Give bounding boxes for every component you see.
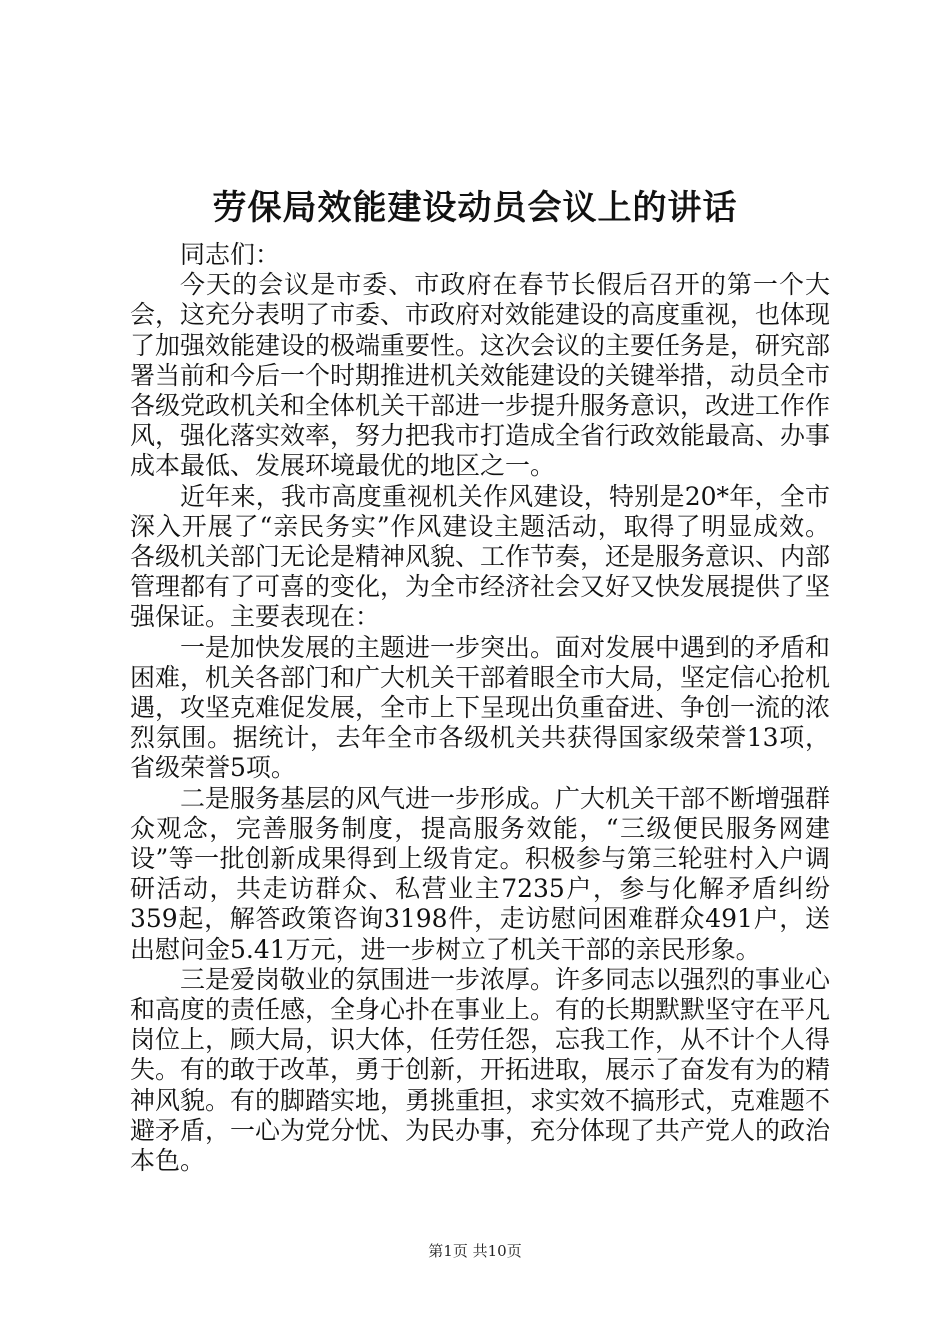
page-footer — [0, 1240, 950, 1262]
page-number: 第1页 — [428, 1242, 468, 1260]
paragraph: 今天的会议是市委、市政府在春节长假后召开的第一个大会，这充分表明了市委、市政府对效能建设的高度重视，也体现了加强效能建设的极端重要性。这次会议的主要任务是，研究部署当前和今后一个时期推进机关效能建设的关键举措，动员全市各级党政机关和全体机关干部进一步提升服务意识，改进工作作风，强化落实效率，努力把我市打造成全省行政效能最高、办事成本最低、发展环境最优的地区之一。 — [130, 270, 831, 481]
paragraph: 一是加快发展的主题进一步突出。面对发展中遇到的矛盾和困难，机关各部门和广大机关干部着眼全市大局，坚定信心抢机遇，攻坚克难促发展，全市上下呈现出负重奋进、争创一流的浓烈氛围。据统计，去年全市各级机关共获得国家级荣誉13项，省级荣誉5项。 — [130, 632, 831, 783]
salutation: 同志们： — [180, 240, 281, 269]
paragraph: 近年来，我市高度重视机关作风建设，特别是20*年，全市深入开展了“亲民务实”作风建设主题活动，取得了明显成效。各级机关部门无论是精神风貌、工作节奏，还是服务意识、内部管理都有了可喜的变化，为全市经济社会又好又快发展提供了坚强保证。主要表现在： — [130, 481, 831, 632]
page-total: 共10页 — [472, 1242, 522, 1260]
paragraph: 三是爱岗敬业的氛围进一步浓厚。许多同志以强烈的事业心和高度的责任感，全身心扑在事业上。有的长期默默坚守在平凡岗位上，顾大局，识大体，任劳任怨，忘我工作，从不计个人得失。有的敢于改革，勇于创新，开拓进取，展示了奋发有为的精神风貌。有的脚踏实地，勇挑重担，求实效不搞形式，克难题不避矛盾，一心为党分忧、为民办事，充分体现了共产党人的政治本色。 — [130, 964, 831, 1176]
paragraph: 二是服务基层的风气进一步形成。广大机关干部不断增强群众观念，完善服务制度，提高服务效能，“三级便民服务网建设”等一批创新成果得到上级肯定。积极参与第三轮驻村入户调研活动，共走访群众、私营业主7235户，参与化解矛盾纠纷359起，解答政策咨询3198件，走访慰问困难群众491户，送出慰问金5.41万元，进一步树立了机关干部的亲民形象。 — [130, 783, 831, 964]
document-title: 劳保局效能建设动员会议上的讲话 — [212, 188, 738, 228]
document-body — [130, 240, 830, 1176]
